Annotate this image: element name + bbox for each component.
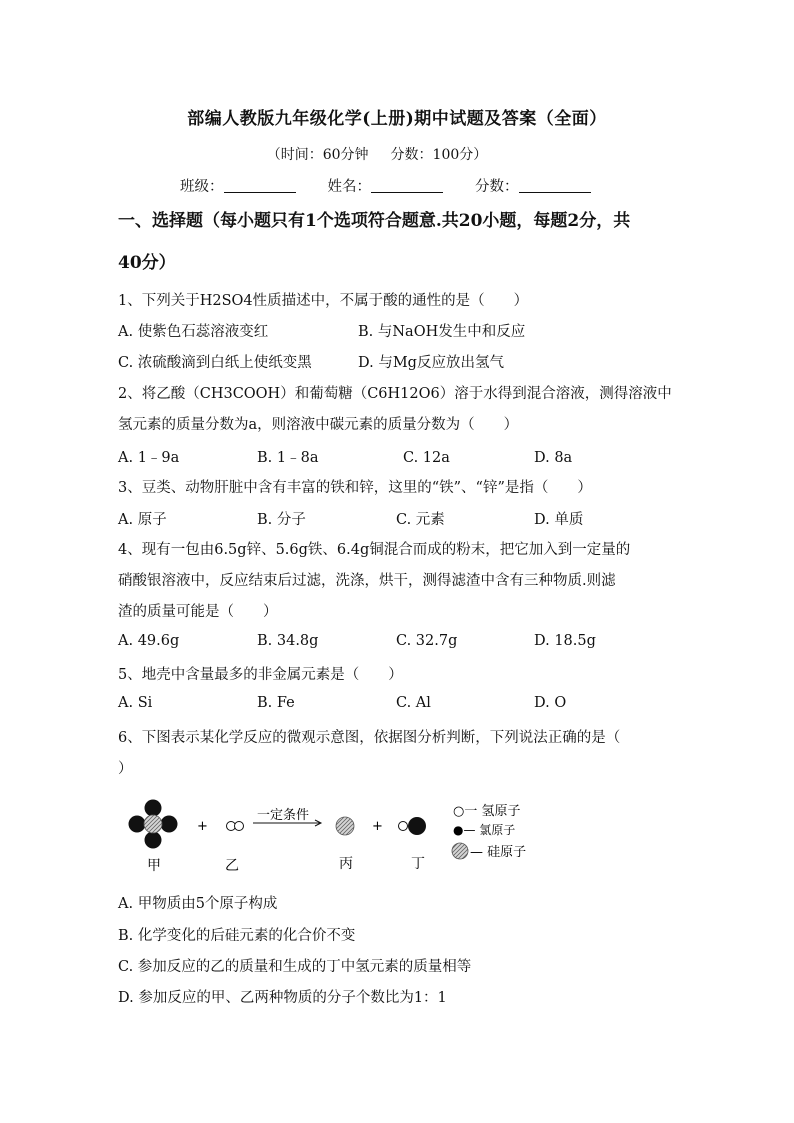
molecule-bing (336, 817, 354, 835)
question-1-options-row2 (118, 351, 504, 372)
page-title: 部编人教版九年级化学(上册)期中试题及答案（全面） (187, 109, 607, 129)
q1-option-a: A. 使紫色石蕊溶液变红 (118, 324, 269, 340)
label-yi: 乙 (225, 858, 239, 874)
q4-option-a: A. 49.6g (118, 633, 180, 649)
q4-option-c: C. 32.7g (396, 633, 458, 649)
score-label: 分数： (475, 179, 519, 195)
question-4-stem-line1: 4、现有一包由6.5g锌、5.6g铁、6.4g铜混合而成的粉末，把它加入到一定量的 (118, 542, 631, 558)
legend-silicon: — 硅原子 (470, 845, 527, 860)
plus-sign-1: + (197, 819, 208, 834)
q5-option-b: B. Fe (257, 695, 295, 711)
legend-hydrogen: ○一 氢原子 (453, 804, 521, 819)
question-1-options-row1 (118, 320, 525, 341)
cl-atom (145, 832, 162, 849)
q6-option-b: B. 化学变化的后硅元素的化合价不变 (118, 928, 356, 944)
score-total-text: 分数：100分） (390, 147, 488, 163)
legend-si-atom (452, 843, 468, 859)
question-4-options (118, 633, 596, 649)
question-3-stem: 3、豆类、动物肝脏中含有丰富的铁和锌，这里的“铁”、“锌”是指（ ） (118, 480, 592, 496)
name-label: 姓名： (327, 179, 371, 195)
q1-option-b: B. 与NaOH发生中和反应 (358, 324, 526, 340)
q2-option-b: B. 1﹣8a (257, 450, 319, 466)
q1-option-c: C. 浓硫酸滴到白纸上使纸变黑 (118, 355, 312, 371)
class-blank (224, 178, 296, 193)
question-5-stem: 5、地壳中含量最多的非金属元素是（ ） (118, 667, 403, 683)
cl-atom (145, 800, 162, 817)
q4-option-b: B. 34.8g (257, 633, 319, 649)
time-score-line (0, 144, 754, 164)
q6-option-d: D. 参加反应的甲、乙两种物质的分子个数比为1：1 (118, 990, 447, 1006)
arrow-condition: 一定条件 (257, 808, 310, 823)
label-jia: 甲 (147, 858, 161, 874)
q2-option-c: C. 12a (403, 450, 450, 466)
class-label: 班级： (180, 179, 224, 195)
si-atom (144, 815, 162, 833)
q6-option-c: C. 参加反应的乙的质量和生成的丁中氢元素的质量相等 (118, 959, 472, 975)
cl-atom (161, 816, 178, 833)
label-ding: 丁 (411, 856, 425, 872)
q3-option-d: D. 单质 (534, 512, 584, 528)
q4-option-d: D. 18.5g (534, 633, 596, 649)
cl-atom (408, 817, 426, 835)
name-blank (371, 178, 443, 193)
q6-option-a: A. 甲物质由5个原子构成 (118, 896, 278, 912)
time-text: （时间：60分钟 (266, 147, 369, 163)
section-heading-line2: 40分） (118, 253, 176, 273)
question-5-options (118, 695, 566, 711)
section-heading (118, 200, 678, 284)
h-atom (235, 822, 244, 831)
label-bing: 丙 (339, 856, 353, 872)
plus-sign-2: + (372, 819, 383, 834)
q3-option-c: C. 元素 (396, 512, 445, 528)
q3-option-a: A. 原子 (118, 512, 167, 528)
question-6-stem-line1: 6、下图表示某化学反应的微观示意图，依据图分析判断，下列说法正确的是（ (118, 730, 621, 746)
section-heading-line1: 一、选择题（每小题只有1个选项符合题意.共20小题，每题2分，共 (118, 211, 631, 231)
cl-atom (129, 816, 146, 833)
h-atom (399, 822, 408, 831)
molecule-jia (129, 800, 178, 849)
question-2-stem-line2: 氢元素的质量分数为a，则溶液中碳元素的质量分数为（ ） (118, 417, 519, 433)
question-2-stem-line1: 2、将乙酸（CH3COOH）和葡萄糖（C6H12O6）溶于水得到混合溶液，测得溶液中 (118, 386, 672, 402)
question-1-stem: 1、下列关于H2SO4性质描述中，不属于酸的通性的是（ ） (118, 293, 529, 309)
q3-option-b: B. 分子 (257, 512, 306, 528)
molecule-yi (227, 822, 244, 831)
q5-option-a: A. Si (118, 695, 153, 711)
question-4-stem-line2: 硝酸银溶液中，反应结束后过滤，洗涤，烘干，测得滤渣中含有三种物质.则滤 (118, 573, 616, 589)
q2-option-a: A. 1﹣9a (118, 450, 180, 466)
q5-option-d: D. O (534, 695, 567, 711)
question-6-stem-line2: ） (118, 761, 133, 777)
q2-option-d: D. 8a (534, 450, 573, 466)
student-info-line (180, 175, 623, 196)
question-4-stem-line3: 渣的质量可能是（ ） (118, 604, 278, 620)
molecule-ding (399, 817, 427, 835)
legend-chlorine: ●— 氯原子 (453, 823, 516, 837)
question-3-options (118, 508, 583, 529)
q1-option-d: D. 与Mg反应放出氢气 (358, 355, 504, 371)
score-blank (519, 178, 591, 193)
q5-option-c: C. Al (396, 695, 431, 711)
reaction-diagram (118, 795, 538, 880)
diagram-legend (452, 804, 526, 860)
question-2-options (118, 446, 572, 467)
